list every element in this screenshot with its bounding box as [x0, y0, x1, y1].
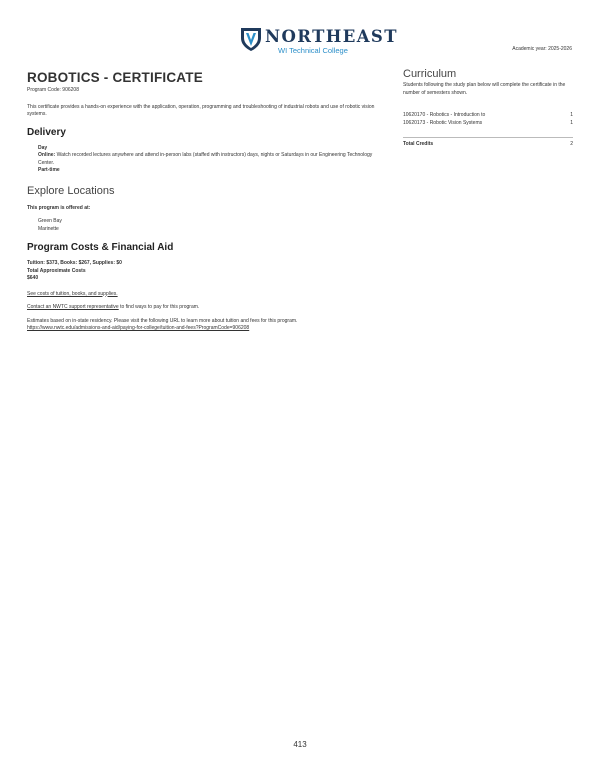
course-list: [403, 112, 573, 127]
contact-line: [27, 304, 387, 312]
total-credits-label: Total Credits: [403, 141, 434, 147]
costs-heading: Program Costs & Financial Aid: [27, 242, 174, 253]
delivery-section: [27, 145, 387, 175]
costs-breakdown: Tuition: $373, Books: $267, Supplies: $0: [27, 260, 122, 266]
program-description: This certificate provides a hands-on experience with the application, operation, programming and troubleshooting of industrial robots and use of robotic vision systems.: [27, 103, 375, 117]
course-name: 10620173 - Robotic Vision Systems: [403, 119, 483, 126]
course-row: [403, 112, 573, 120]
course-credits: 1: [570, 112, 573, 118]
contact-rest: to find ways to pay for this program.: [118, 304, 200, 310]
curriculum-divider: [403, 137, 573, 138]
online-text: Watch recorded lectures anywhere and attend in-person labs (staffed with instructors) days, nights or Saturdays in our Engineering Technology Center.: [38, 152, 373, 166]
curriculum-panel: [403, 68, 573, 149]
logo-subtitle: WI Technical College: [278, 46, 348, 55]
college-logo[interactable]: [240, 24, 398, 58]
location-item: Marinette: [38, 225, 59, 232]
course-name: 10620170 - Robotics - Introduction to: [403, 112, 486, 118]
tuition-url-link[interactable]: https://www.nwtc.edu/admissions-and-aid/paying-for-college/tuition-and-fees?ProgramCode=906208: [27, 325, 250, 331]
course-credits: 1: [570, 119, 573, 126]
estimate-note: Estimates based on in-state residency. Please visit the following URL to learn more about tuition and fees for this program.: [27, 317, 298, 324]
course-row: [403, 120, 573, 128]
curriculum-intro: Students following the study plan below will complete the certificate in the number of semesters shown.: [403, 82, 566, 96]
page-header: [0, 0, 600, 60]
program-details: [27, 70, 387, 333]
contact-link[interactable]: Contact an NWTC support representative: [27, 304, 119, 310]
program-title: ROBOTICS - CERTIFICATE: [27, 70, 203, 85]
total-credits-value: 2: [570, 141, 573, 147]
delivery-part-time: Part-time: [38, 167, 60, 173]
locations-heading: Explore Locations: [27, 184, 115, 197]
costs-link[interactable]: See costs of tuition, books, and supplies.: [27, 290, 118, 297]
online-label: Online:: [38, 152, 56, 158]
total-credits-row: [403, 141, 573, 149]
logo-name: NORTHEAST: [265, 27, 398, 46]
page-number: 413: [293, 740, 307, 749]
delivery-day: Day: [38, 144, 48, 151]
locations-list: [27, 218, 387, 233]
delivery-heading: Delivery: [27, 126, 66, 138]
academic-year: Academic year: 2025-2026: [512, 46, 572, 52]
delivery-online: [38, 152, 387, 167]
total-costs-value: $640: [27, 275, 39, 281]
location-item: Green Bay: [38, 218, 62, 224]
curriculum-heading: Curriculum: [403, 68, 457, 80]
locations-intro: This program is offered at:: [27, 204, 91, 211]
shield-logo-icon: [240, 26, 262, 52]
total-costs-label: Total Approximate Costs: [27, 267, 86, 274]
program-code: Program Code: 906208: [27, 87, 79, 93]
